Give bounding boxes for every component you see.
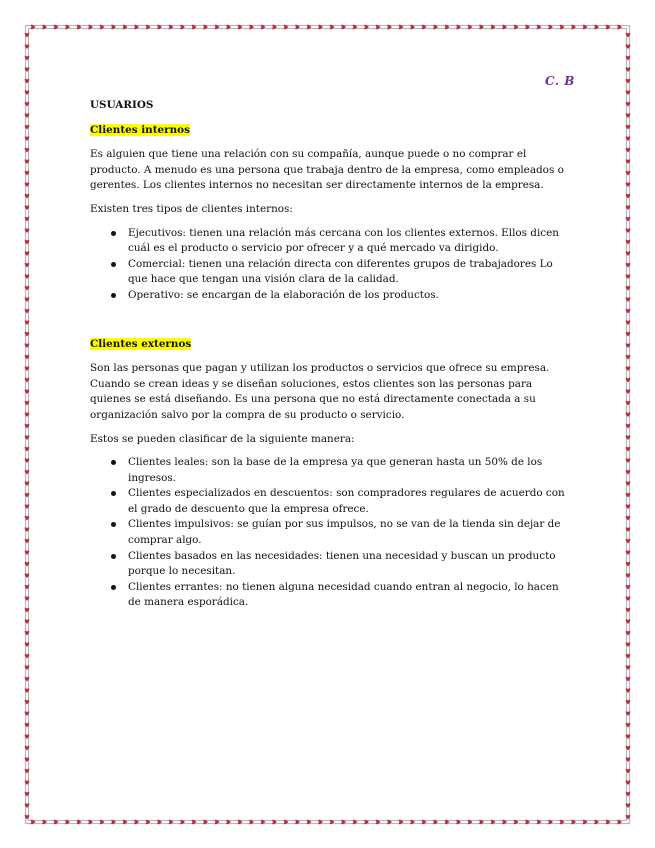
author-signature: C. B bbox=[545, 74, 575, 88]
heart-ornament-icon bbox=[25, 803, 30, 808]
heart-ornament-icon bbox=[626, 67, 631, 72]
heart-ornament-icon bbox=[25, 378, 30, 383]
heart-ornament-icon bbox=[376, 25, 381, 30]
heart-ornament-icon bbox=[157, 25, 162, 30]
heart-ornament-icon bbox=[318, 25, 323, 30]
heart-ornament-icon bbox=[77, 820, 82, 825]
heart-ornament-icon bbox=[626, 447, 631, 452]
heart-ornament-icon bbox=[238, 25, 243, 30]
heart-ornament-icon bbox=[626, 654, 631, 659]
heart-ornament-icon bbox=[25, 67, 30, 72]
heart-ornament-icon bbox=[410, 25, 415, 30]
heart-ornament-icon bbox=[25, 723, 30, 728]
heart-ornament-icon bbox=[626, 378, 631, 383]
heart-ornament-icon bbox=[25, 424, 30, 429]
heart-ornament-icon bbox=[626, 815, 631, 820]
heart-ornament-icon bbox=[468, 25, 473, 30]
heart-ornament-icon bbox=[626, 148, 631, 153]
heart-ornament-icon bbox=[502, 25, 507, 30]
heart-ornament-icon bbox=[364, 820, 369, 825]
heart-ornament-icon bbox=[65, 25, 70, 30]
heart-ornament-icon bbox=[548, 25, 553, 30]
heart-ornament-icon bbox=[410, 820, 415, 825]
heart-ornament-icon bbox=[25, 286, 30, 291]
heart-ornament-icon bbox=[318, 820, 323, 825]
section-spacer bbox=[90, 312, 568, 337]
list-item: Clientes leales: son la base de la empresa ya que generan hasta un 50% de los ingresos. bbox=[128, 455, 568, 486]
heart-ornament-icon bbox=[215, 820, 220, 825]
heart-ornament-icon bbox=[626, 274, 631, 279]
heart-ornament-icon bbox=[330, 25, 335, 30]
heart-ornament-icon bbox=[626, 516, 631, 521]
heart-ornament-icon bbox=[25, 642, 30, 647]
heart-ornament-icon bbox=[25, 79, 30, 84]
heart-ornament-icon bbox=[560, 25, 565, 30]
heart-ornament-icon bbox=[626, 539, 631, 544]
heart-ornament-icon bbox=[364, 25, 369, 30]
heart-ornament-icon bbox=[25, 159, 30, 164]
heart-ornament-icon bbox=[25, 746, 30, 751]
heart-ornament-icon bbox=[537, 820, 542, 825]
heart-ornament-icon bbox=[330, 820, 335, 825]
heart-ornament-icon bbox=[111, 25, 116, 30]
heart-ornament-icon bbox=[215, 25, 220, 30]
heart-ornament-icon bbox=[249, 25, 254, 30]
list-item: Operativo: se encargan de la elaboración de los productos. bbox=[128, 288, 568, 304]
heart-ornament-icon bbox=[626, 297, 631, 302]
heart-ornament-icon bbox=[626, 757, 631, 762]
heart-ornament-icon bbox=[626, 527, 631, 532]
heart-ornament-icon bbox=[25, 527, 30, 532]
heart-ornament-icon bbox=[25, 711, 30, 716]
heart-ornament-icon bbox=[583, 25, 588, 30]
heart-ornament-icon bbox=[626, 389, 631, 394]
heart-ornament-icon bbox=[25, 113, 30, 118]
heart-ornament-icon bbox=[272, 25, 277, 30]
heart-ornament-icon bbox=[626, 263, 631, 268]
heart-ornament-icon bbox=[626, 619, 631, 624]
heart-ornament-icon bbox=[31, 820, 36, 825]
heart-ornament-icon bbox=[606, 820, 611, 825]
heart-ornament-icon bbox=[341, 25, 346, 30]
heart-ornament-icon bbox=[25, 573, 30, 578]
heart-ornament-icon bbox=[25, 332, 30, 337]
heart-ornament-icon bbox=[25, 389, 30, 394]
heart-ornament-icon bbox=[25, 320, 30, 325]
heart-ornament-icon bbox=[25, 780, 30, 785]
heart-ornament-icon bbox=[617, 25, 622, 30]
heart-ornament-icon bbox=[456, 820, 461, 825]
heart-ornament-icon bbox=[25, 516, 30, 521]
heart-ornament-icon bbox=[626, 228, 631, 233]
heart-ornament-icon bbox=[525, 820, 530, 825]
heart-ornament-icon bbox=[376, 820, 381, 825]
heart-ornament-icon bbox=[468, 820, 473, 825]
heart-ornament-icon bbox=[25, 585, 30, 590]
heart-ornament-icon bbox=[626, 194, 631, 199]
heart-ornament-icon bbox=[25, 102, 30, 107]
heart-ornament-icon bbox=[399, 820, 404, 825]
heart-ornament-icon bbox=[203, 25, 208, 30]
heart-ornament-icon bbox=[25, 274, 30, 279]
heart-ornament-icon bbox=[514, 820, 519, 825]
heart-ornament-icon bbox=[25, 734, 30, 739]
heart-ornament-icon bbox=[25, 412, 30, 417]
heart-ornament-icon bbox=[157, 820, 162, 825]
heart-ornament-icon bbox=[25, 757, 30, 762]
internal-types-list bbox=[90, 226, 568, 304]
heart-ornament-icon bbox=[25, 688, 30, 693]
heart-ornament-icon bbox=[537, 25, 542, 30]
heart-ornament-icon bbox=[25, 297, 30, 302]
heart-ornament-icon bbox=[25, 769, 30, 774]
heart-ornament-icon bbox=[25, 481, 30, 486]
heart-ornament-icon bbox=[626, 677, 631, 682]
heart-ornament-icon bbox=[560, 820, 565, 825]
heart-ornament-icon bbox=[146, 25, 151, 30]
heart-ornament-icon bbox=[25, 309, 30, 314]
heart-ornament-icon bbox=[626, 44, 631, 49]
heart-ornament-icon bbox=[626, 550, 631, 555]
heart-ornament-icon bbox=[583, 820, 588, 825]
heart-ornament-icon bbox=[25, 458, 30, 463]
heart-ornament-icon bbox=[626, 504, 631, 509]
heart-ornament-icon bbox=[25, 355, 30, 360]
heart-ornament-icon bbox=[626, 125, 631, 130]
heart-ornament-icon bbox=[626, 596, 631, 601]
highlighted-heading-text: Clientes internos bbox=[90, 123, 190, 136]
heart-ornament-icon bbox=[192, 820, 197, 825]
heart-ornament-icon bbox=[626, 355, 631, 360]
heart-ornament-icon bbox=[626, 780, 631, 785]
list-item: Comercial: tienen una relación directa con diferentes grupos de trabajadores Lo que hace que tengan una visión clara de la calidad. bbox=[128, 257, 568, 288]
heart-ornament-icon bbox=[626, 240, 631, 245]
heart-ornament-icon bbox=[284, 25, 289, 30]
heart-ornament-icon bbox=[617, 820, 622, 825]
heart-ornament-icon bbox=[169, 820, 174, 825]
heart-ornament-icon bbox=[25, 148, 30, 153]
heart-ornament-icon bbox=[626, 700, 631, 705]
heart-ornament-icon bbox=[571, 25, 576, 30]
heart-ornament-icon bbox=[25, 792, 30, 797]
heart-ornament-icon bbox=[626, 631, 631, 636]
heart-ornament-icon bbox=[25, 343, 30, 348]
heart-ornament-icon bbox=[25, 251, 30, 256]
heart-ornament-icon bbox=[479, 25, 484, 30]
heart-ornament-icon bbox=[626, 458, 631, 463]
heart-ornament-icon bbox=[226, 25, 231, 30]
list-item: Clientes especializados en descuentos: son compradores regulares de acuerdo con el grado de descuento que la empresa ofrece. bbox=[128, 486, 568, 517]
heart-ornament-icon bbox=[626, 217, 631, 222]
heart-ornament-icon bbox=[88, 820, 93, 825]
heart-ornament-icon bbox=[626, 286, 631, 291]
heart-ornament-icon bbox=[387, 820, 392, 825]
heart-ornament-icon bbox=[606, 25, 611, 30]
heart-ornament-icon bbox=[307, 820, 312, 825]
heart-ornament-icon bbox=[626, 435, 631, 440]
heart-ornament-icon bbox=[25, 90, 30, 95]
heart-ornament-icon bbox=[25, 182, 30, 187]
heart-ornament-icon bbox=[25, 550, 30, 555]
heart-ornament-icon bbox=[25, 608, 30, 613]
heart-ornament-icon bbox=[353, 820, 358, 825]
heart-ornament-icon bbox=[626, 159, 631, 164]
heart-ornament-icon bbox=[25, 366, 30, 371]
heart-ornament-icon bbox=[626, 113, 631, 118]
heart-ornament-icon bbox=[25, 136, 30, 141]
heart-ornament-icon bbox=[626, 309, 631, 314]
heart-ornament-icon bbox=[238, 820, 243, 825]
heart-ornament-icon bbox=[387, 25, 392, 30]
heart-ornament-icon bbox=[626, 493, 631, 498]
heart-ornament-icon bbox=[25, 228, 30, 233]
heart-ornament-icon bbox=[422, 820, 427, 825]
heart-ornament-icon bbox=[571, 820, 576, 825]
heart-ornament-icon bbox=[272, 820, 277, 825]
heart-ornament-icon bbox=[25, 493, 30, 498]
heart-ornament-icon bbox=[295, 820, 300, 825]
heart-ornament-icon bbox=[25, 401, 30, 406]
heart-ornament-icon bbox=[134, 25, 139, 30]
heart-ornament-icon bbox=[169, 25, 174, 30]
heart-ornament-icon bbox=[25, 171, 30, 176]
heart-ornament-icon bbox=[134, 820, 139, 825]
heart-ornament-icon bbox=[307, 25, 312, 30]
heart-ornament-icon bbox=[626, 136, 631, 141]
internal-clients-paragraph: Es alguien que tiene una relación con su compañía, aunque puede o no comprar el producto. A menudo es una persona que trabaja dentro de la empresa, como empleados o gerentes. Los clientes internos no necesitan ser directamente internos de la empresa. bbox=[90, 148, 564, 192]
heart-ornament-icon bbox=[626, 573, 631, 578]
heart-ornament-icon bbox=[123, 820, 128, 825]
heart-ornament-icon bbox=[422, 25, 427, 30]
heart-ornament-icon bbox=[77, 25, 82, 30]
external-clients-heading bbox=[90, 337, 568, 353]
list-item: Clientes errantes: no tienen alguna necesidad cuando entran al negocio, lo hacen de manera esporádica. bbox=[128, 580, 568, 611]
heart-ornament-icon bbox=[626, 711, 631, 716]
heart-ornament-icon bbox=[548, 820, 553, 825]
heart-ornament-icon bbox=[249, 820, 254, 825]
internal-clients-heading bbox=[90, 123, 568, 139]
external-types-intro: Estos se pueden clasificar de la siguiente manera: bbox=[90, 432, 355, 445]
heart-ornament-icon bbox=[25, 665, 30, 670]
heart-ornament-icon bbox=[100, 820, 105, 825]
heart-ornament-icon bbox=[626, 343, 631, 348]
heart-ornament-icon bbox=[31, 25, 36, 30]
heart-ornament-icon bbox=[626, 412, 631, 417]
heart-ornament-icon bbox=[42, 25, 47, 30]
heart-ornament-icon bbox=[626, 366, 631, 371]
heart-ornament-icon bbox=[445, 25, 450, 30]
heart-ornament-icon bbox=[25, 700, 30, 705]
document-title: USUARIOS bbox=[90, 99, 154, 111]
heart-ornament-icon bbox=[261, 820, 266, 825]
heart-ornament-icon bbox=[353, 25, 358, 30]
list-item: Clientes impulsivos: se guían por sus impulsos, no se van de la tienda sin dejar de comprar algo. bbox=[128, 517, 568, 548]
heart-ornament-icon bbox=[626, 332, 631, 337]
heart-ornament-icon bbox=[626, 562, 631, 567]
heart-ornament-icon bbox=[626, 665, 631, 670]
heart-ornament-icon bbox=[25, 125, 30, 130]
heart-ornament-icon bbox=[25, 619, 30, 624]
heart-ornament-icon bbox=[25, 815, 30, 820]
heart-ornament-icon bbox=[25, 44, 30, 49]
heart-ornament-icon bbox=[626, 102, 631, 107]
document-body bbox=[90, 98, 568, 619]
heart-ornament-icon bbox=[399, 25, 404, 30]
heart-ornament-icon bbox=[491, 25, 496, 30]
heart-ornament-icon bbox=[180, 820, 185, 825]
heart-ornament-icon bbox=[226, 820, 231, 825]
heart-ornament-icon bbox=[525, 25, 530, 30]
heart-ornament-icon bbox=[626, 320, 631, 325]
heart-ornament-icon bbox=[192, 25, 197, 30]
heart-ornament-icon bbox=[626, 251, 631, 256]
heart-ornament-icon bbox=[445, 820, 450, 825]
heart-ornament-icon bbox=[626, 746, 631, 751]
heart-ornament-icon bbox=[261, 25, 266, 30]
heart-ornament-icon bbox=[433, 820, 438, 825]
heart-ornament-icon bbox=[626, 205, 631, 210]
heart-ornament-icon bbox=[514, 25, 519, 30]
heart-ornament-icon bbox=[65, 820, 70, 825]
heart-ornament-icon bbox=[626, 90, 631, 95]
heart-ornament-icon bbox=[626, 803, 631, 808]
external-clients-paragraph: Son las personas que pagan y utilizan los productos o servicios que ofrece su empresa. Cuando se crean ideas y se diseñan soluciones, estos clientes son las personas para quienes se está diseñando. Es una persona que no está directamente conectada a su organización salvo por la compra de su producto o servicio. bbox=[90, 362, 550, 421]
heart-ornament-icon bbox=[25, 194, 30, 199]
heart-ornament-icon bbox=[341, 820, 346, 825]
heart-ornament-icon bbox=[180, 25, 185, 30]
heart-ornament-icon bbox=[479, 820, 484, 825]
heart-ornament-icon bbox=[594, 820, 599, 825]
heart-ornament-icon bbox=[626, 33, 631, 38]
heart-ornament-icon bbox=[25, 654, 30, 659]
external-types-list bbox=[90, 455, 568, 611]
heart-ornament-icon bbox=[25, 447, 30, 452]
heart-ornament-icon bbox=[25, 33, 30, 38]
heart-ornament-icon bbox=[626, 424, 631, 429]
heart-ornament-icon bbox=[626, 642, 631, 647]
heart-ornament-icon bbox=[25, 205, 30, 210]
heart-ornament-icon bbox=[25, 56, 30, 61]
heart-ornament-icon bbox=[25, 631, 30, 636]
heart-ornament-icon bbox=[626, 792, 631, 797]
heart-ornament-icon bbox=[25, 435, 30, 440]
heart-ornament-icon bbox=[491, 820, 496, 825]
heart-ornament-icon bbox=[25, 539, 30, 544]
heart-ornament-icon bbox=[626, 401, 631, 406]
heart-ornament-icon bbox=[25, 240, 30, 245]
heart-ornament-icon bbox=[502, 820, 507, 825]
heart-ornament-icon bbox=[25, 470, 30, 475]
heart-ornament-icon bbox=[626, 481, 631, 486]
heart-ornament-icon bbox=[626, 585, 631, 590]
heart-ornament-icon bbox=[626, 171, 631, 176]
heart-ornament-icon bbox=[25, 677, 30, 682]
heart-ornament-icon bbox=[626, 182, 631, 187]
heart-ornament-icon bbox=[25, 504, 30, 509]
heart-ornament-icon bbox=[626, 723, 631, 728]
heart-ornament-icon bbox=[111, 820, 116, 825]
heart-ornament-icon bbox=[626, 608, 631, 613]
list-item: Ejecutivos: tienen una relación más cercana con los clientes externos. Ellos dicen cuál es el producto o servicio por ofrecer y a qué mercado va dirigido. bbox=[128, 226, 568, 257]
heart-ornament-icon bbox=[88, 25, 93, 30]
heart-ornament-icon bbox=[594, 25, 599, 30]
heart-ornament-icon bbox=[295, 25, 300, 30]
heart-ornament-icon bbox=[123, 25, 128, 30]
heart-ornament-icon bbox=[42, 820, 47, 825]
heart-ornament-icon bbox=[203, 820, 208, 825]
heart-ornament-icon bbox=[100, 25, 105, 30]
highlighted-heading-text: Clientes externos bbox=[90, 337, 192, 350]
internal-types-intro: Existen tres tipos de clientes internos: bbox=[90, 202, 293, 215]
heart-ornament-icon bbox=[25, 263, 30, 268]
heart-ornament-icon bbox=[54, 25, 59, 30]
heart-ornament-icon bbox=[626, 688, 631, 693]
heart-ornament-icon bbox=[433, 25, 438, 30]
heart-ornament-icon bbox=[146, 820, 151, 825]
heart-ornament-icon bbox=[25, 562, 30, 567]
heart-ornament-icon bbox=[25, 596, 30, 601]
heart-ornament-icon bbox=[284, 820, 289, 825]
heart-ornament-icon bbox=[626, 769, 631, 774]
heart-ornament-icon bbox=[626, 56, 631, 61]
heart-ornament-icon bbox=[54, 820, 59, 825]
heart-ornament-icon bbox=[456, 25, 461, 30]
heart-ornament-icon bbox=[626, 79, 631, 84]
heart-ornament-icon bbox=[25, 217, 30, 222]
heart-ornament-icon bbox=[626, 734, 631, 739]
list-item: Clientes basados en las necesidades: tienen una necesidad y buscan un producto porque lo necesitan. bbox=[128, 549, 568, 580]
heart-ornament-icon bbox=[626, 470, 631, 475]
